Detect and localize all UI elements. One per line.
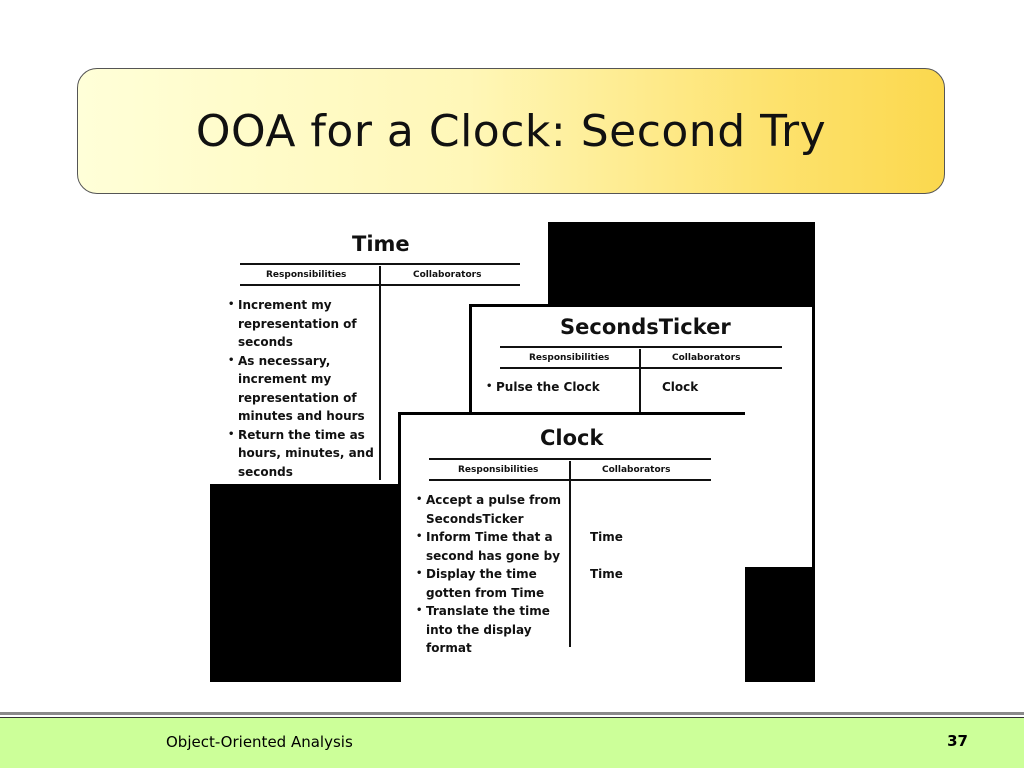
card-title: SecondsTicker bbox=[560, 315, 731, 339]
collaborator: Time bbox=[590, 567, 623, 581]
collaborator: Clock bbox=[662, 380, 699, 394]
divider bbox=[429, 458, 711, 460]
slide-title-box bbox=[77, 68, 945, 194]
card-title: Time bbox=[352, 232, 410, 256]
list-item: • Pulse the Clock bbox=[486, 378, 636, 397]
list-item: • As necessary, increment my representation of minutes and hours bbox=[228, 352, 378, 426]
divider bbox=[240, 263, 520, 265]
card-title: Clock bbox=[540, 426, 604, 450]
footer-rule bbox=[0, 712, 1024, 715]
footer-label: Object-Oriented Analysis bbox=[166, 733, 353, 751]
page-number: 37 bbox=[947, 732, 968, 750]
collaborators-header: Collaborators bbox=[413, 270, 482, 280]
list-item: • Accept a pulse from SecondsTicker bbox=[416, 491, 566, 528]
responsibilities-list bbox=[416, 491, 566, 658]
crc-card-clock bbox=[398, 412, 745, 682]
slide-title: OOA for a Clock: Second Try bbox=[195, 105, 827, 157]
responsibilities-header: Responsibilities bbox=[266, 270, 347, 280]
divider bbox=[500, 346, 782, 348]
collaborators-header: Collaborators bbox=[602, 465, 671, 475]
list-item: • Inform Time that a second has gone by bbox=[416, 528, 566, 565]
responsibilities-header: Responsibilities bbox=[529, 353, 610, 363]
collaborator: Time bbox=[590, 530, 623, 544]
responsibilities-list bbox=[486, 378, 636, 397]
slide-footer bbox=[0, 717, 1024, 768]
column-divider bbox=[569, 461, 571, 647]
list-item: • Translate the time into the display format bbox=[416, 602, 566, 658]
responsibilities-header: Responsibilities bbox=[458, 465, 539, 475]
column-divider bbox=[379, 266, 381, 480]
list-item: • Return the time as hours, minutes, and seconds bbox=[228, 426, 378, 482]
list-item: • Increment my representation of seconds bbox=[228, 296, 378, 352]
divider bbox=[500, 367, 782, 369]
collaborators-header: Collaborators bbox=[672, 353, 741, 363]
responsibilities-list bbox=[228, 296, 378, 481]
list-item: • Display the time gotten from Time bbox=[416, 565, 566, 602]
crc-cards-figure bbox=[210, 222, 815, 682]
